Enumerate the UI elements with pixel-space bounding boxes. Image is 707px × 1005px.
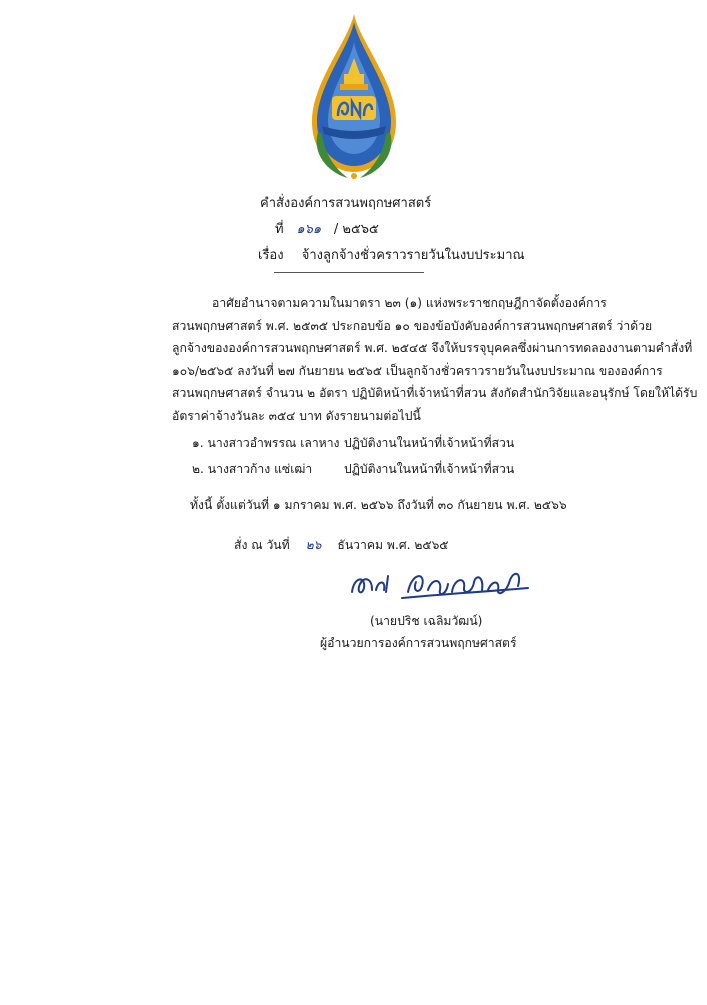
signed-date (234, 536, 449, 555)
staff-list (192, 430, 514, 482)
body-line: อาศัยอำนาจตามความในมาตรา ๒๓ (๑) แห่งพระราชกฤษฎีกาจัดตั้งองค์การ (212, 296, 607, 310)
subject-label: เรื่อง (258, 248, 284, 263)
body-line: สวนพฤกษศาสตร์ จำนวน ๒ อัตรา ปฏิบัติหน้าที่เจ้าหน้าที่สวน สังกัดสำนักวิจัยและอนุรักษ์ โดยให้ได้รับ (172, 386, 698, 401)
title-divider (274, 272, 424, 273)
staff-name: ๑. นางสาวอำพรรณ เลาหาง (192, 436, 340, 450)
body-line: อัตราค่าจ้างวันละ ๓๕๔ บาท ดังรายนามต่อไปนี้ (172, 408, 421, 423)
body-line: ๑๐๖/๒๕๖๕ ลงวันที่ ๒๗ กันยายน ๒๕๖๕ เป็นลูกจ้างชั่วคราวรายวันในงบประมาณ ขององค์การ (172, 363, 663, 378)
list-item (192, 456, 514, 482)
signed-date-rest: ธันวาคม พ.ศ. ๒๕๖๕ (337, 538, 449, 552)
handwritten-signature (342, 562, 542, 604)
order-number-suffix: / ๒๕๖๕ (333, 222, 379, 237)
body-line: ลูกจ้างขององค์การสวนพฤกษศาสตร์ พ.ศ. ๒๕๔๕ จึงให้บรรจุบุคคลซึ่งผ่านการทดลองงานตามคำสั่งที่ (172, 341, 693, 356)
effective-period: ทั้งนี้ ตั้งแต่วันที่ ๑ มกราคม พ.ศ. ๒๕๖๖ ถึงวันที่ ๓๐ กันยายน พ.ศ. ๒๕๖๖ (190, 498, 567, 512)
staff-duty: ปฏิบัติงานในหน้าที่เจ้าหน้าที่สวน (344, 436, 515, 450)
staff-duty: ปฏิบัติงานในหน้าที่เจ้าหน้าที่สวน (344, 462, 515, 476)
list-item (192, 430, 514, 456)
subject-text: จ้างลูกจ้างชั่วคราวรายวันในงบประมาณ (301, 248, 525, 263)
signed-date-prefix: สั่ง ณ วันที่ (234, 538, 290, 552)
signatory-position: ผู้อำนวยการองค์การสวนพฤกษศาสตร์ (320, 636, 517, 650)
order-number-prefix: ที่ (275, 222, 284, 237)
body-line: สวนพฤกษศาสตร์ พ.ศ. ๒๕๓๕ ประกอบข้อ ๑๐ ของข้อบังคับองค์การสวนพฤกษศาสตร์ ว่าด้วย (172, 318, 653, 333)
order-number (275, 218, 379, 239)
staff-name: ๒. นางสาวก้าง แซ่เฒ่า (192, 462, 313, 476)
sivanut-emblem-icon (308, 12, 400, 182)
order-body (172, 292, 698, 428)
page-title: คำสั่งองค์การสวนพฤกษศาสตร์ (260, 196, 432, 211)
order-number-handwritten: ๑๖๑ (296, 222, 322, 237)
signatory-name: (นายปริช เฉลิมวัฒน์) (370, 614, 483, 628)
order-subject (258, 244, 525, 265)
signed-day-handwritten: ๒๖ (305, 538, 322, 552)
